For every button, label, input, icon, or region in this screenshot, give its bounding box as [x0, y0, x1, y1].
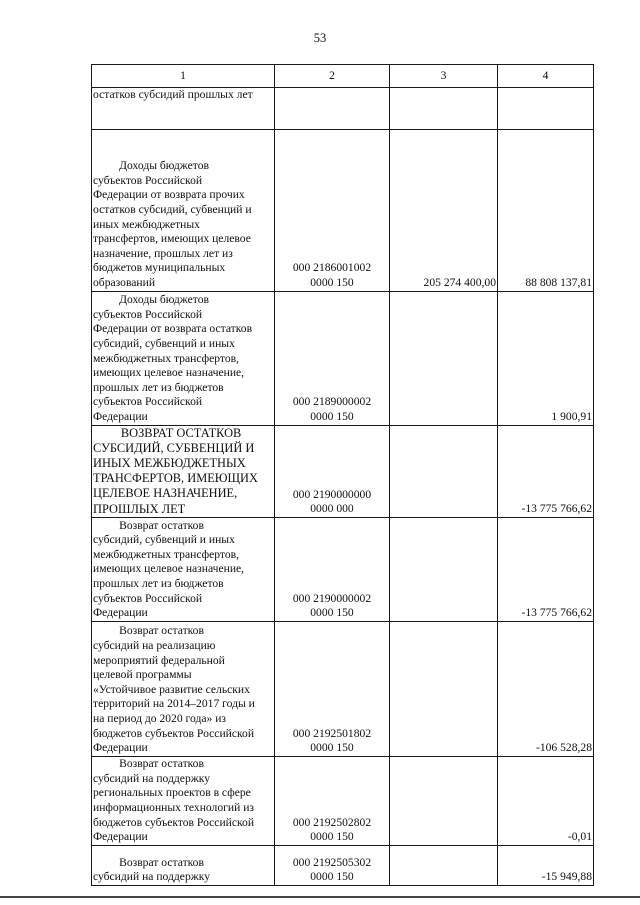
- cell-name: Доходы бюджетов субъектов Российской Федерации от возврата остатков субсидий, субвенций и иных межбюджетных трансфертов, имеющих целевое назначение, прошлых лет из бюджетов субъектов Российской Федерации: [92, 291, 275, 425]
- cell-amount-col3: [390, 756, 498, 845]
- cell-code: 000 2190000002 0000 150: [275, 517, 390, 621]
- page-number: 53: [313, 31, 327, 45]
- page-bottom-rule: [0, 896, 640, 898]
- header-col-3: 3: [390, 65, 498, 88]
- cell-name: Доходы бюджетов субъектов Российской Федерации от возврата прочих остатков субсидий, субвенций и иных межбюджетных трансфертов, имеющих целевое назначение, прошлых лет из бюджетов муниципальных образований: [92, 130, 275, 292]
- cell-code: 000 2192502802 0000 150: [275, 756, 390, 845]
- cell-name: Возврат остатков субсидий на поддержку региональных проектов в сфере информационных технологий из бюджетов субъектов Российской Федерации: [92, 756, 275, 845]
- cell-name: Возврат остатков субсидий, субвенций и иных межбюджетных трансфертов, имеющих целевое назначение, прошлых лет из бюджетов субъектов Российской Федерации: [92, 517, 275, 621]
- header-col-4: 4: [498, 65, 594, 88]
- cell-name: ВОЗВРАТ ОСТАТКОВ СУБСИДИЙ, СУБВЕНЦИЙ И ИНЫХ МЕЖБЮДЖЕТНЫХ ТРАНСФЕРТОВ, ИМЕЮЩИХ ЦЕЛЕВОЕ НАЗНАЧЕНИЕ, ПРОШЛЫХ ЛЕТ: [92, 425, 275, 517]
- cell-code: 000 2189000002 0000 150: [275, 291, 390, 425]
- cell-amount-col3: [390, 621, 498, 756]
- table-row: [92, 621, 594, 756]
- cell-amount-col4: -106 528,28: [498, 621, 594, 756]
- cell-name: остатков субсидий прошлых лет: [92, 88, 275, 130]
- table-row: [92, 88, 594, 130]
- cell-code: 000 2186001002 0000 150: [275, 130, 390, 292]
- cell-code: 000 2192501802 0000 150: [275, 621, 390, 756]
- cell-name: Возврат остатков субсидий на реализацию мероприятий федеральной целевой программы «Устойчивое развитие сельских территорий на 2014–2017 годы и на период до 2020 года» из бюджетов субъектов Российской Федерации: [92, 621, 275, 756]
- table-row: [92, 425, 594, 517]
- cell-amount-col4: -15 949,88: [498, 845, 594, 885]
- table-row: [92, 845, 594, 885]
- cell-amount-col3: [390, 845, 498, 885]
- cell-amount-col3: [390, 517, 498, 621]
- table-row: [92, 756, 594, 845]
- header-col-1: 1: [92, 65, 275, 88]
- cell-code: 000 2190000000 0000 000: [275, 425, 390, 517]
- cell-amount-col4: 1 900,91: [498, 291, 594, 425]
- table-row: [92, 291, 594, 425]
- budget-table-body: [92, 65, 594, 886]
- cell-amount-col4: 88 808 137,81: [498, 130, 594, 292]
- cell-amount-col4: -13 775 766,62: [498, 425, 594, 517]
- cell-amount-col4: -0,01: [498, 756, 594, 845]
- cell-amount-col4: [498, 88, 594, 130]
- cell-name: Возврат остатков субсидий на поддержку: [92, 845, 275, 885]
- table-header-row: [92, 65, 594, 88]
- cell-amount-col3: [390, 88, 498, 130]
- cell-amount-col3: [390, 425, 498, 517]
- cell-code: [275, 88, 390, 130]
- header-col-2: 2: [275, 65, 390, 88]
- table-row: [92, 130, 594, 292]
- table-row: [92, 517, 594, 621]
- cell-code: 000 2192505302 0000 150: [275, 845, 390, 885]
- cell-amount-col4: -13 775 766,62: [498, 517, 594, 621]
- cell-amount-col3: 205 274 400,00: [390, 130, 498, 292]
- cell-amount-col3: [390, 291, 498, 425]
- budget-table: [91, 64, 594, 886]
